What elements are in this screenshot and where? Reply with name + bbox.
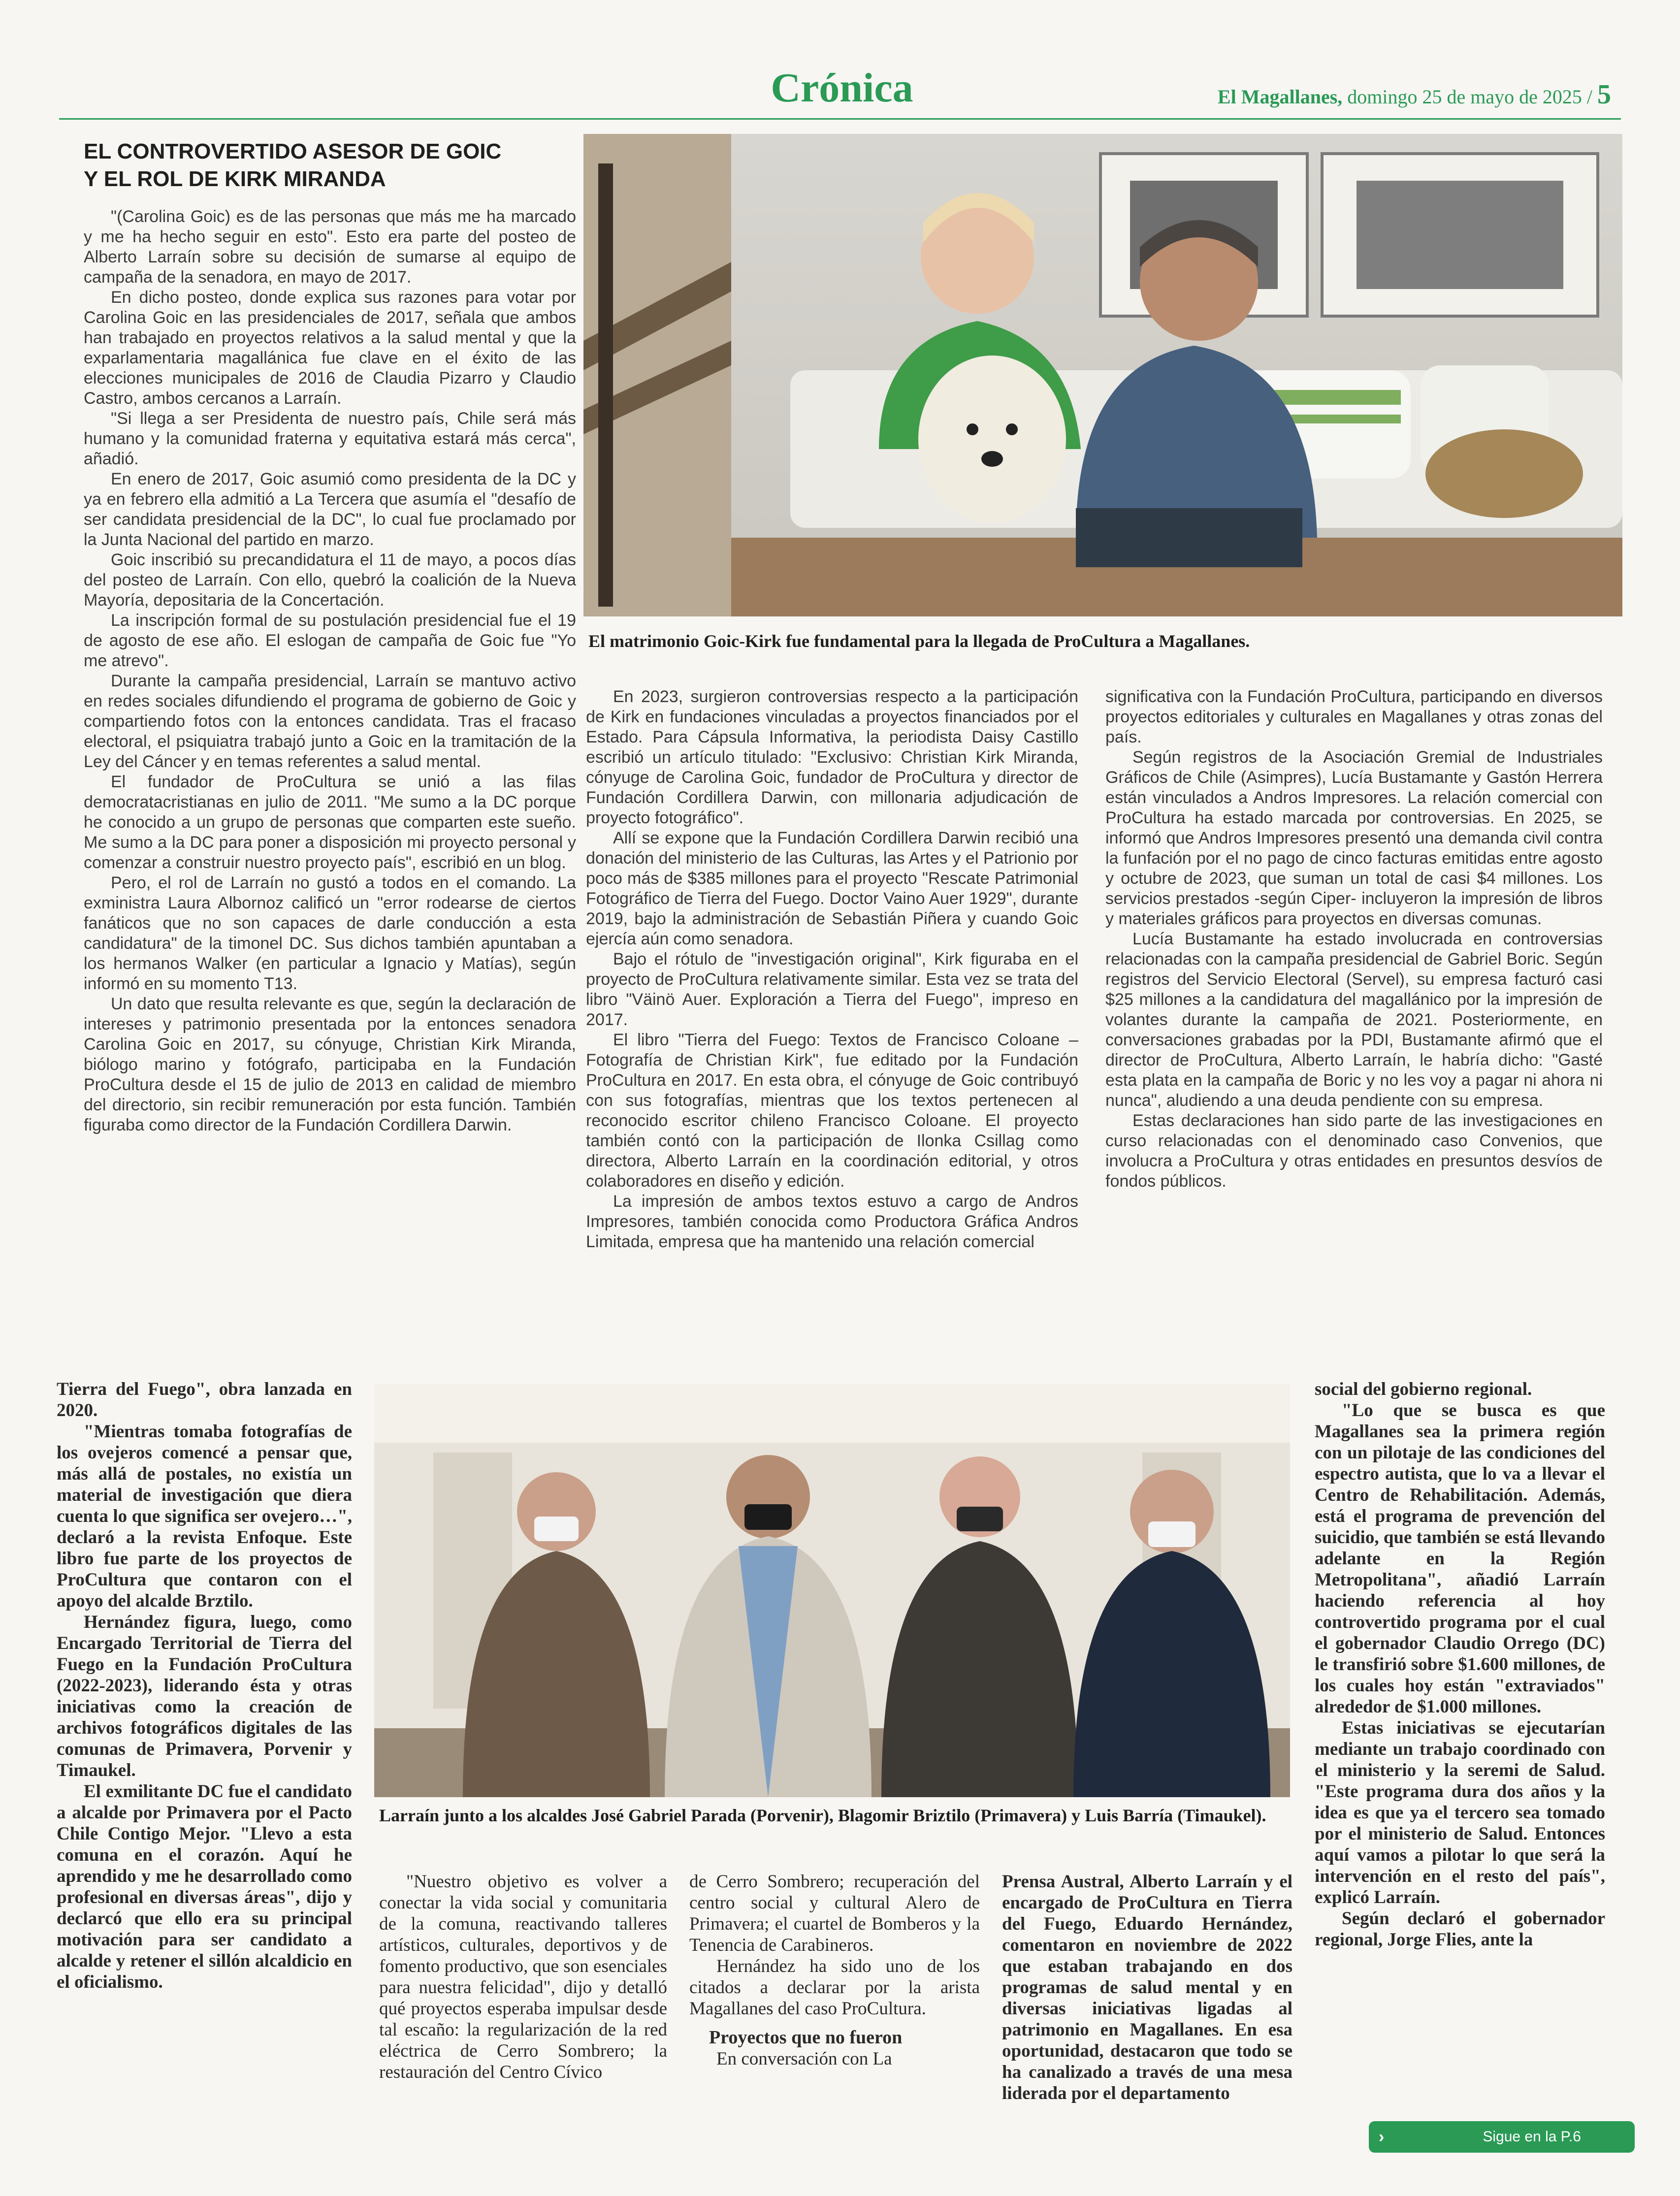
issue-date: domingo 25 de mayo de 2025 <box>1347 86 1582 108</box>
paragraph: de Cerro Sombrero; recuperación del centro social y cultural Alero de Primavera; el cuartel de Bomberos y la Tenencia de Carabineros. <box>689 1872 980 1955</box>
paragraph: Un dato que resulta relevante es que, según la declaración de intereses y patrimonio presentada por la entonces senadora Carolina Goic en 2017, su cónyuge, Christian Kirk Miranda, biólogo marino y fotógrafo, participaba en la Fundación ProCultura desde el 15 de julio de 2013 en calidad de miembro del directorio, sin recibir remuneración por esta función. También figuraba como director de la Fundación Cordillera Darwin. <box>84 995 576 1134</box>
page-number: 5 <box>1597 79 1611 110</box>
paragraph: La impresión de ambos textos estuvo a cargo de Andros Impresores, también conocida como Productora Gráfica Andros Limitada, empresa que ha mantenido una relación comercial <box>586 1192 1078 1251</box>
continue-on-page-badge[interactable] <box>1369 2121 1635 2153</box>
photo-goic-kirk <box>583 134 1622 616</box>
lower-column-right <box>1315 1379 1605 1950</box>
paragraph: En dicho posteo, donde explica sus razones para votar por Carolina Goic en las presidenciales de 2017, señala que ambos han trabajado en proyectos relativos a la salud mental y que la exparlamentaria magallánica fue clave en el éxito de las elecciones municipales de 2016 de Claudia Pizarro y Claudio Castro, ambos cercanos a Larraín. <box>84 288 576 408</box>
dateline-separator: / <box>1586 86 1592 108</box>
paragraph: Según declaró el gobernador regional, Jorge Flies, ante la <box>1315 1908 1605 1950</box>
headline-line-1: EL CONTROVERTIDO ASESOR DE GOIC <box>84 139 502 163</box>
paragraph: "Si llega a ser Presidenta de nuestro país, Chile será más humano y la comunidad fraterna y equitativa estará más cerca", añadió. <box>84 409 576 468</box>
paragraph: En conversación con La <box>716 2049 892 2069</box>
article-column-1 <box>84 207 576 1135</box>
masthead-rule <box>59 118 1621 120</box>
paragraph: El fundador de ProCultura se unió a las filas democratacristianas en julio de 2011. "Me sumo a la DC porque he conocido a un grupo de personas que comparten este sueño. Me sumo a la DC para poner a disposición mi proyecto personal y comenzar a construir nuestro proyecto país", escribió en un blog. <box>84 773 576 872</box>
paper-name: El Magallanes, <box>1217 86 1343 108</box>
headline-line-2: Y EL ROL DE KIRK MIRANDA <box>84 167 386 191</box>
lower-column-c <box>689 1871 980 2069</box>
lower-column-b <box>379 1871 667 2083</box>
photo-alcaldes-image <box>374 1384 1290 1797</box>
paragraph: Estas declaraciones han sido parte de las investigaciones en curso relacionadas con el denominado caso Convenios, que involucra a ProCultura y otras entidades en presuntos desvíos de fondos públicos. <box>1105 1111 1603 1191</box>
paragraph: Bajo el rótulo de "investigación original", Kirk figuraba en el proyecto de ProCultura relativamente similar. Esta vez se trata del libro "Väinö Auer. Exploración a Tierra del Fuego", impreso en 2017. <box>586 950 1078 1029</box>
paragraph: Hernández ha sido uno de los citados a declarar por la arista Magallanes del caso ProCultura. <box>689 1956 980 2019</box>
photo-goic-kirk-image <box>583 134 1622 616</box>
subhead: Proyectos que no fueron <box>709 2027 903 2048</box>
paragraph: Hernández figura, luego, como Encargado Territorial de Tierra del Fuego en la Fundación ProCultura (2022-2023), liderando ésta y otras iniciativas como la creación de archivos fotográficos digitales de las comunas de Primavera, Porvenir y Timaukel. <box>57 1612 352 1780</box>
paragraph: Durante la campaña presidencial, Larraín se mantuvo activo en redes sociales difundiendo el programa de gobierno de Goic y compartiendo fotos con la entonces candidata. Tras el fracaso electoral, el psiquiatra trabajó junto a Goic en la tramitación de la Ley del Cáncer y en temas referentes a salud mental. <box>84 672 576 771</box>
paragraph: Según registros de la Asociación Gremial de Industriales Gráficos de Chile (Asimpres), Lucía Bustamante y Gastón Herrera están vinculados a Andros Impresores. La relación comercial con ProCultura ha estado marcada por controversias. En 2025, se informó que Andros Impresores presentó una demanda civil contra la funfación por el no pago de cinco facturas emitidas entre agosto y octubre de 2023, que suman un total de casi $4 millones. Los servicios prestados -según Ciper- incluyeron la impresión de libros y materiales gráficos para proyectos en diversas comunas. <box>1105 748 1603 928</box>
paragraph: social del gobierno regional. <box>1315 1379 1532 1399</box>
article-column-3 <box>1105 687 1603 1192</box>
paragraph: La inscripción formal de su postulación presidencial fue el 19 de agosto de ese año. El eslogan de campaña de Goic fue "Yo me atrevo". <box>84 611 576 670</box>
paragraph: Tierra del Fuego", obra lanzada en 2020. <box>57 1379 352 1421</box>
paragraph: Lucía Bustamante ha estado involucrada en controversias relacionadas con la campaña presidencial de Gabriel Boric. Según registros del Servicio Electoral (Servel), su empresa facturó casi $25 millones a la candidatura del magallánico por la impresión de volantes durante la campaña de 2021. Posteriormente, en conversaciones grabadas por la PDI, Bustamante afirmó que el director de ProCultura, Alberto Larraín, le habría dicho: "Gasté esta plata en la campaña de Boric y no les voy a pagar ni ahora ni nunca", aludiendo a una deuda pendiente con su empresa. <box>1105 930 1603 1110</box>
photo-alcaldes <box>374 1384 1290 1797</box>
paragraph: Allí se expone que la Fundación Cordillera Darwin recibió una donación del ministerio de las Culturas, las Artes y el Patrionio por poco más de $385 millones para el proyecto "Rescate Patrimonial Fotográfico de Tierra del Fuego. Doctor Vaino Auer 1929", durante 2019, bajo la administración de Sebastián Piñera y cuando Goic ejercía aún como senadora. <box>586 829 1078 948</box>
paragraph: En 2023, surgieron controversias respecto a la participación de Kirk en fundaciones vinculadas a proyectos financiados por el Estado. Para Cápsula Informativa, la periodista Daisy Castillo escribió un artículo titulado: "Exclusivo: Christian Kirk Miranda, cónyuge de Carolina Goic, fundador de ProCultura y director de Fundación Cordillera Darwin, con millonaria adjudicación de proyecto fotográfico". <box>586 687 1078 827</box>
paragraph: "Lo que se busca es que Magallanes sea la primera región con un pilotaje de las condiciones del espectro autista, que lo va a llevar el Centro de Rehabilitación. Además, está el programa de prevención del suicidio, que también se está llevando adelante en la Región Metropolitana", añadió Larraín haciendo referencia al hoy controvertido programa por el cual el gobernador Claudio Orrego (DC) le transfirió sobre $1.600 millones, de los cuales hoy están "extraviados" alrededor de $1.000 millones. <box>1315 1400 1605 1717</box>
chevron-right-icon: › <box>1379 2127 1385 2146</box>
paragraph: significativa con la Fundación ProCultura, participando en diversos proyectos editoriales y culturales en Magallanes y otras zonas del país. <box>1105 687 1603 746</box>
article-headline <box>84 138 576 193</box>
continue-label: Sigue en la P.6 <box>1483 2129 1581 2145</box>
paragraph: Goic inscribió su precandidatura el 11 de mayo, a pocos días del posteo de Larraín. Con ello, quebró la coalición de la Nueva Mayoría, depositaria de la Concertación. <box>84 550 576 610</box>
lower-column-d <box>1002 1871 1292 2104</box>
paper-dateline <box>1218 79 1611 110</box>
paragraph: El exmilitante DC fue el candidato a alcalde por Primavera por el Pacto Chile Contigo Mejor. "Llevo a esta comuna en el corazón. Aquí he aprendido y me he desarrollado como profesional en diversas áreas", dijo y declarcó que ello era su principal motivación para ser candidato a alcalde y retener el sillón alcaldicio en el oficialismo. <box>57 1781 352 1992</box>
paragraph: "Nuestro objetivo es volver a conectar la vida social y comunitaria de la comuna, reactivando talleres artísticos, culturales, deportivos y de fomento productivo, que son esenciales para nuestra felicidad", dijo y detalló qué proyectos esperaba impulsar desde tal escaño: la regularización de la red eléctrica de Cerro Sombrero; la restauración del Centro Cívico <box>379 1872 667 2082</box>
paragraph: "(Carolina Goic) es de las personas que más me ha marcado y me ha hecho seguir en esto". Esto era parte del posteo de Alberto Larraín sobre su decisión de sumarse al equipo de campaña de la senadora, en mayo de 2017. <box>84 207 576 287</box>
photo-goic-kirk-caption: El matrimonio Goic-Kirk fue fundamental para la llegada de ProCultura a Magallanes. <box>588 631 1250 651</box>
photo-alcaldes-caption: Larraín junto a los alcaldes José Gabriel Parada (Porvenir), Blagomir Briztilo (Primavera) y Luis Barría (Timaukel). <box>379 1806 1266 1825</box>
lower-column-left <box>57 1379 352 1993</box>
paragraph: El libro "Tierra del Fuego: Textos de Francisco Coloane – Fotografía de Christian Kirk", fue editado por la Fundación ProCultura en 2017. En esta obra, el cónyuge de Goic contribuyó con sus fotografías, mientras que los textos pertenecen al reconocido escritor chileno Francisco Coloane. El proyecto también contó con la participación de Ilonka Csillag como directora, Alberto Larraín en la coordinación editorial, y otros colaboradores en diseño y edición. <box>586 1031 1078 1191</box>
paragraph: Pero, el rol de Larraín no gustó a todos en el comando. La exministra Laura Albornoz calificó un "error rodearse de ciertos fanáticos que no son capaces de darle conducción a esta candidatura" de la timonel DC. Sus dichos también apuntaban a los hermanos Walker (en particular a Ignacio y Matías), según informó en su momento T13. <box>84 873 576 993</box>
article-column-2 <box>586 687 1078 1252</box>
paragraph: En enero de 2017, Goic asumió como presidenta de la DC y ya en febrero ella admitió a La Tercera que asumía el "desafío de ser candidata presidencial de la DC", lo cual fue proclamado por la Junta Nacional del partido en marzo. <box>84 470 576 549</box>
paragraph: Estas iniciativas se ejecutarían mediante un trabajo coordinado con el ministerio y la seremi de Salud. "Este programa dura dos años y la idea es que ya el tercero sea tomado por el ministerio de Salud. Entonces aquí vamos a pilotar lo que será la intervención en el resto del país", explicó Larraín. <box>1315 1718 1605 1907</box>
paragraph: Prensa Austral, Alberto Larraín y el encargado de ProCultura en Tierra del Fuego, Eduardo Hernández, comentaron en noviembre de 2022 que estaban trabajando en dos programas de salud mental y en diversas iniciativas ligadas al patrimonio en Magallanes. En esa oportunidad, destacaron que todo se ha canalizado a través de una mesa liderada por el departamento <box>1002 1872 1292 2103</box>
section-title: Crónica <box>771 65 913 111</box>
paragraph: "Mientras tomaba fotografías de los ovejeros comencé a pensar que, más allá de postales, no existía un material de investigación que diera cuenta lo que significa ser ovejero…", declaró a la revista Enfoque. Este libro fue parte de los proyectos de ProCultura que contaron con el apoyo del alcalde Brztilo. <box>57 1421 352 1611</box>
